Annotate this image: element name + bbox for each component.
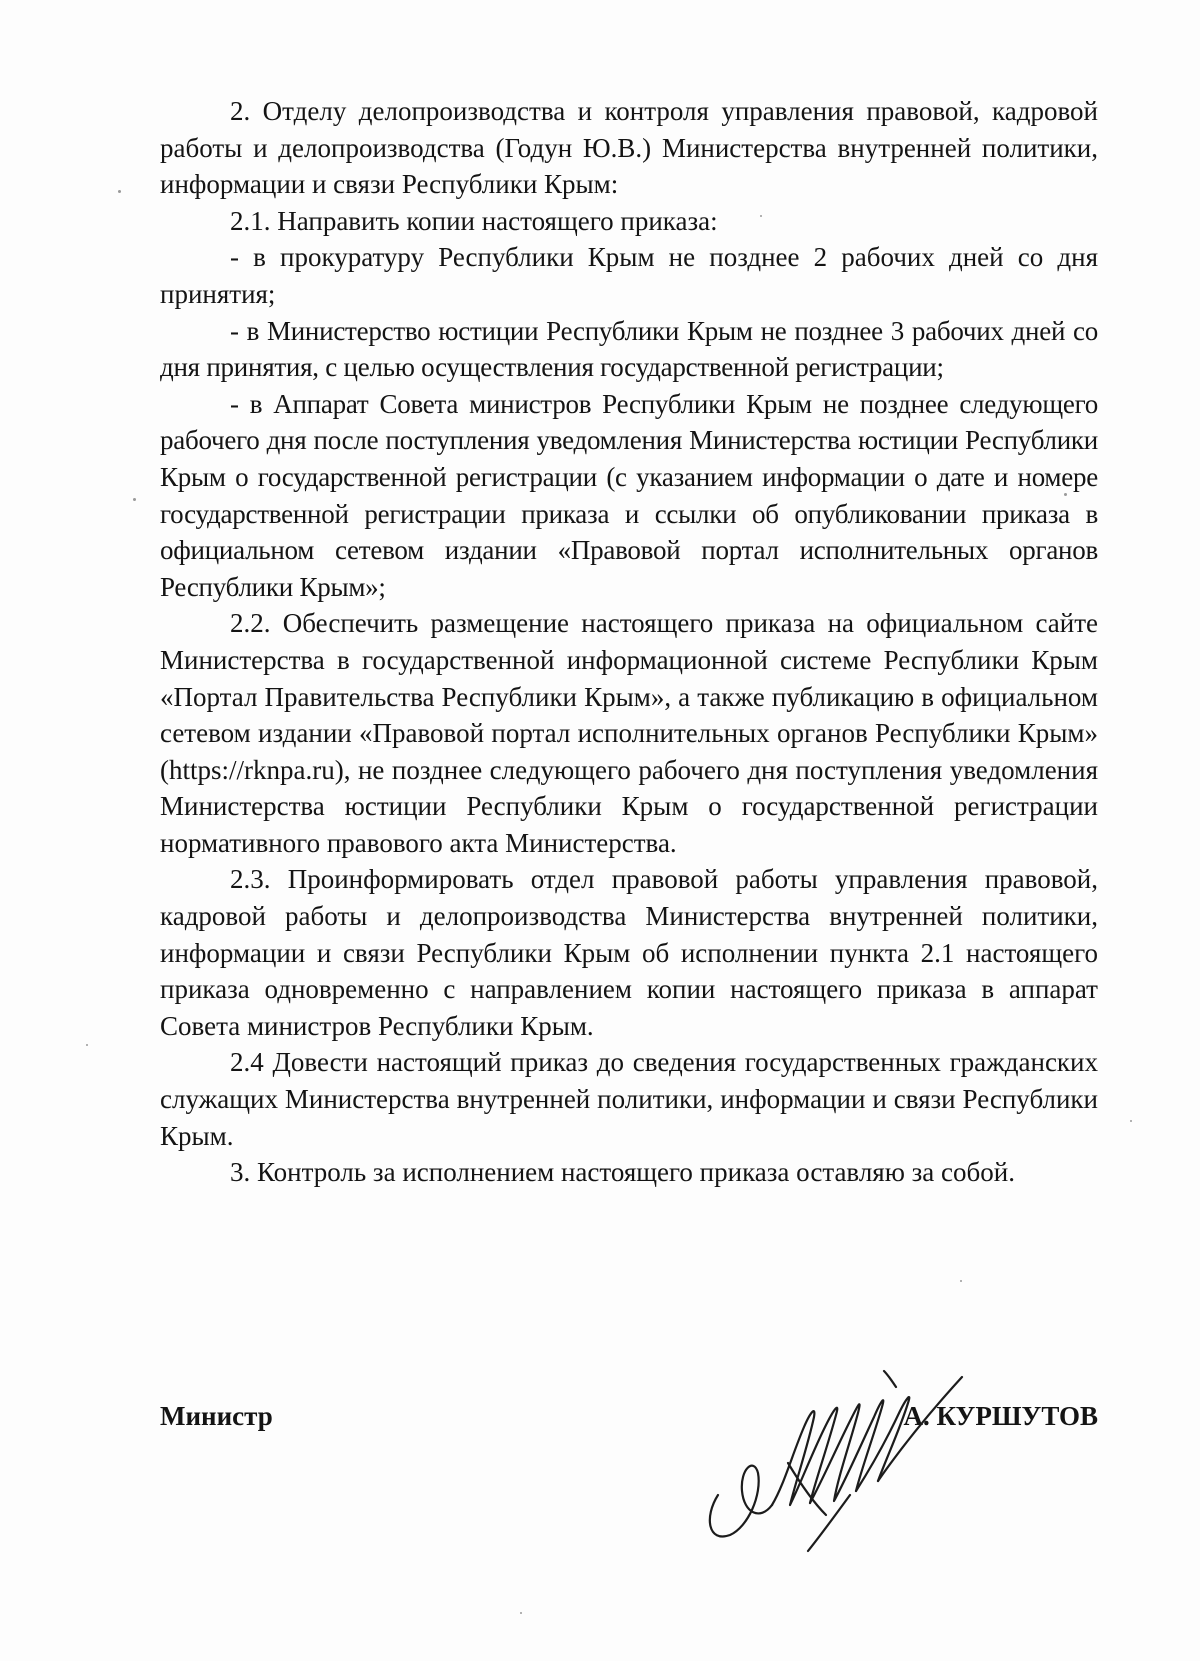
scan-speck [520,1612,522,1614]
document-body [160,93,1098,1191]
signer-position: Министр [160,1401,273,1431]
handwritten-signature [700,1345,970,1555]
paragraph-2-4: 2.4 Довести настоящий приказ до сведения государственных гражданских служащих Министерства внутренней политики, информации и связи Республики Крым. [160,1047,1098,1151]
paragraph-2-1-ministry-of-justice: - в Министерство юстиции Республики Крым не позднее 3 рабочих дней со дня принятия, с целью осуществления государственной регистрации; [160,315,1098,383]
scan-speck [118,190,121,193]
paragraph-2-1-council-apparatus: - в Аппарат Совета министров Республики Крым не позднее следующего рабочего дня после поступления уведомления Министерства юстиции Республики Крым о государственной регистрации (с указанием информации о дате и номере государственной регистрации приказа и ссылки об опубликовании приказа в официальном сетевом издании «Правовой портал исполнительных органов Республики Крым»; [160,388,1098,602]
scan-speck [86,1044,88,1046]
paragraph-2-3: 2.3. Проинформировать отдел правовой работы управления правовой, кадровой работы и делопроизводства Министерства внутренней политики, информации и связи Республики Крым об исполнении пункта 2.1 настоящего приказа одновременно с направлением копии настоящего приказа в аппарат Совета министров Республики Крым. [160,864,1098,1041]
scan-speck [1064,493,1067,496]
scan-speck [760,215,762,217]
paragraph-2: 2. Отделу делопроизводства и контроля управления правовой, кадровой работы и делопроизводства (Годун Ю.В.) Министерства внутренней политики, информации и связи Республики Крым: [160,96,1098,200]
paragraph-2-1: 2.1. Направить копии настоящего приказа: [230,205,718,236]
paragraph-2-2: 2.2. Обеспечить размещение настоящего приказа на официальном сайте Министерства в государственной информационной системе Республики Крым «Портал Правительства Республики Крым», а также публикацию в официальном сетевом издании «Правовой портал исполнительных органов Республики Крым» (https://rknpa.ru), не позднее следующего рабочего дня поступления уведомления Министерства юстиции Республики Крым о государственной регистрации нормативного правового акта Министерства. [160,608,1098,858]
scan-speck [133,498,136,501]
signer-name: А. КУРШУТОВ [903,1401,1098,1431]
scan-speck [1130,1120,1132,1122]
paragraph-3: 3. Контроль за исполнением настоящего приказа оставляю за собой. [230,1157,1015,1188]
paragraph-2-1-prosecutor: - в прокуратуру Республики Крым не позднее 2 рабочих дней со дня принятия; [160,242,1098,309]
scan-speck [960,1280,962,1282]
